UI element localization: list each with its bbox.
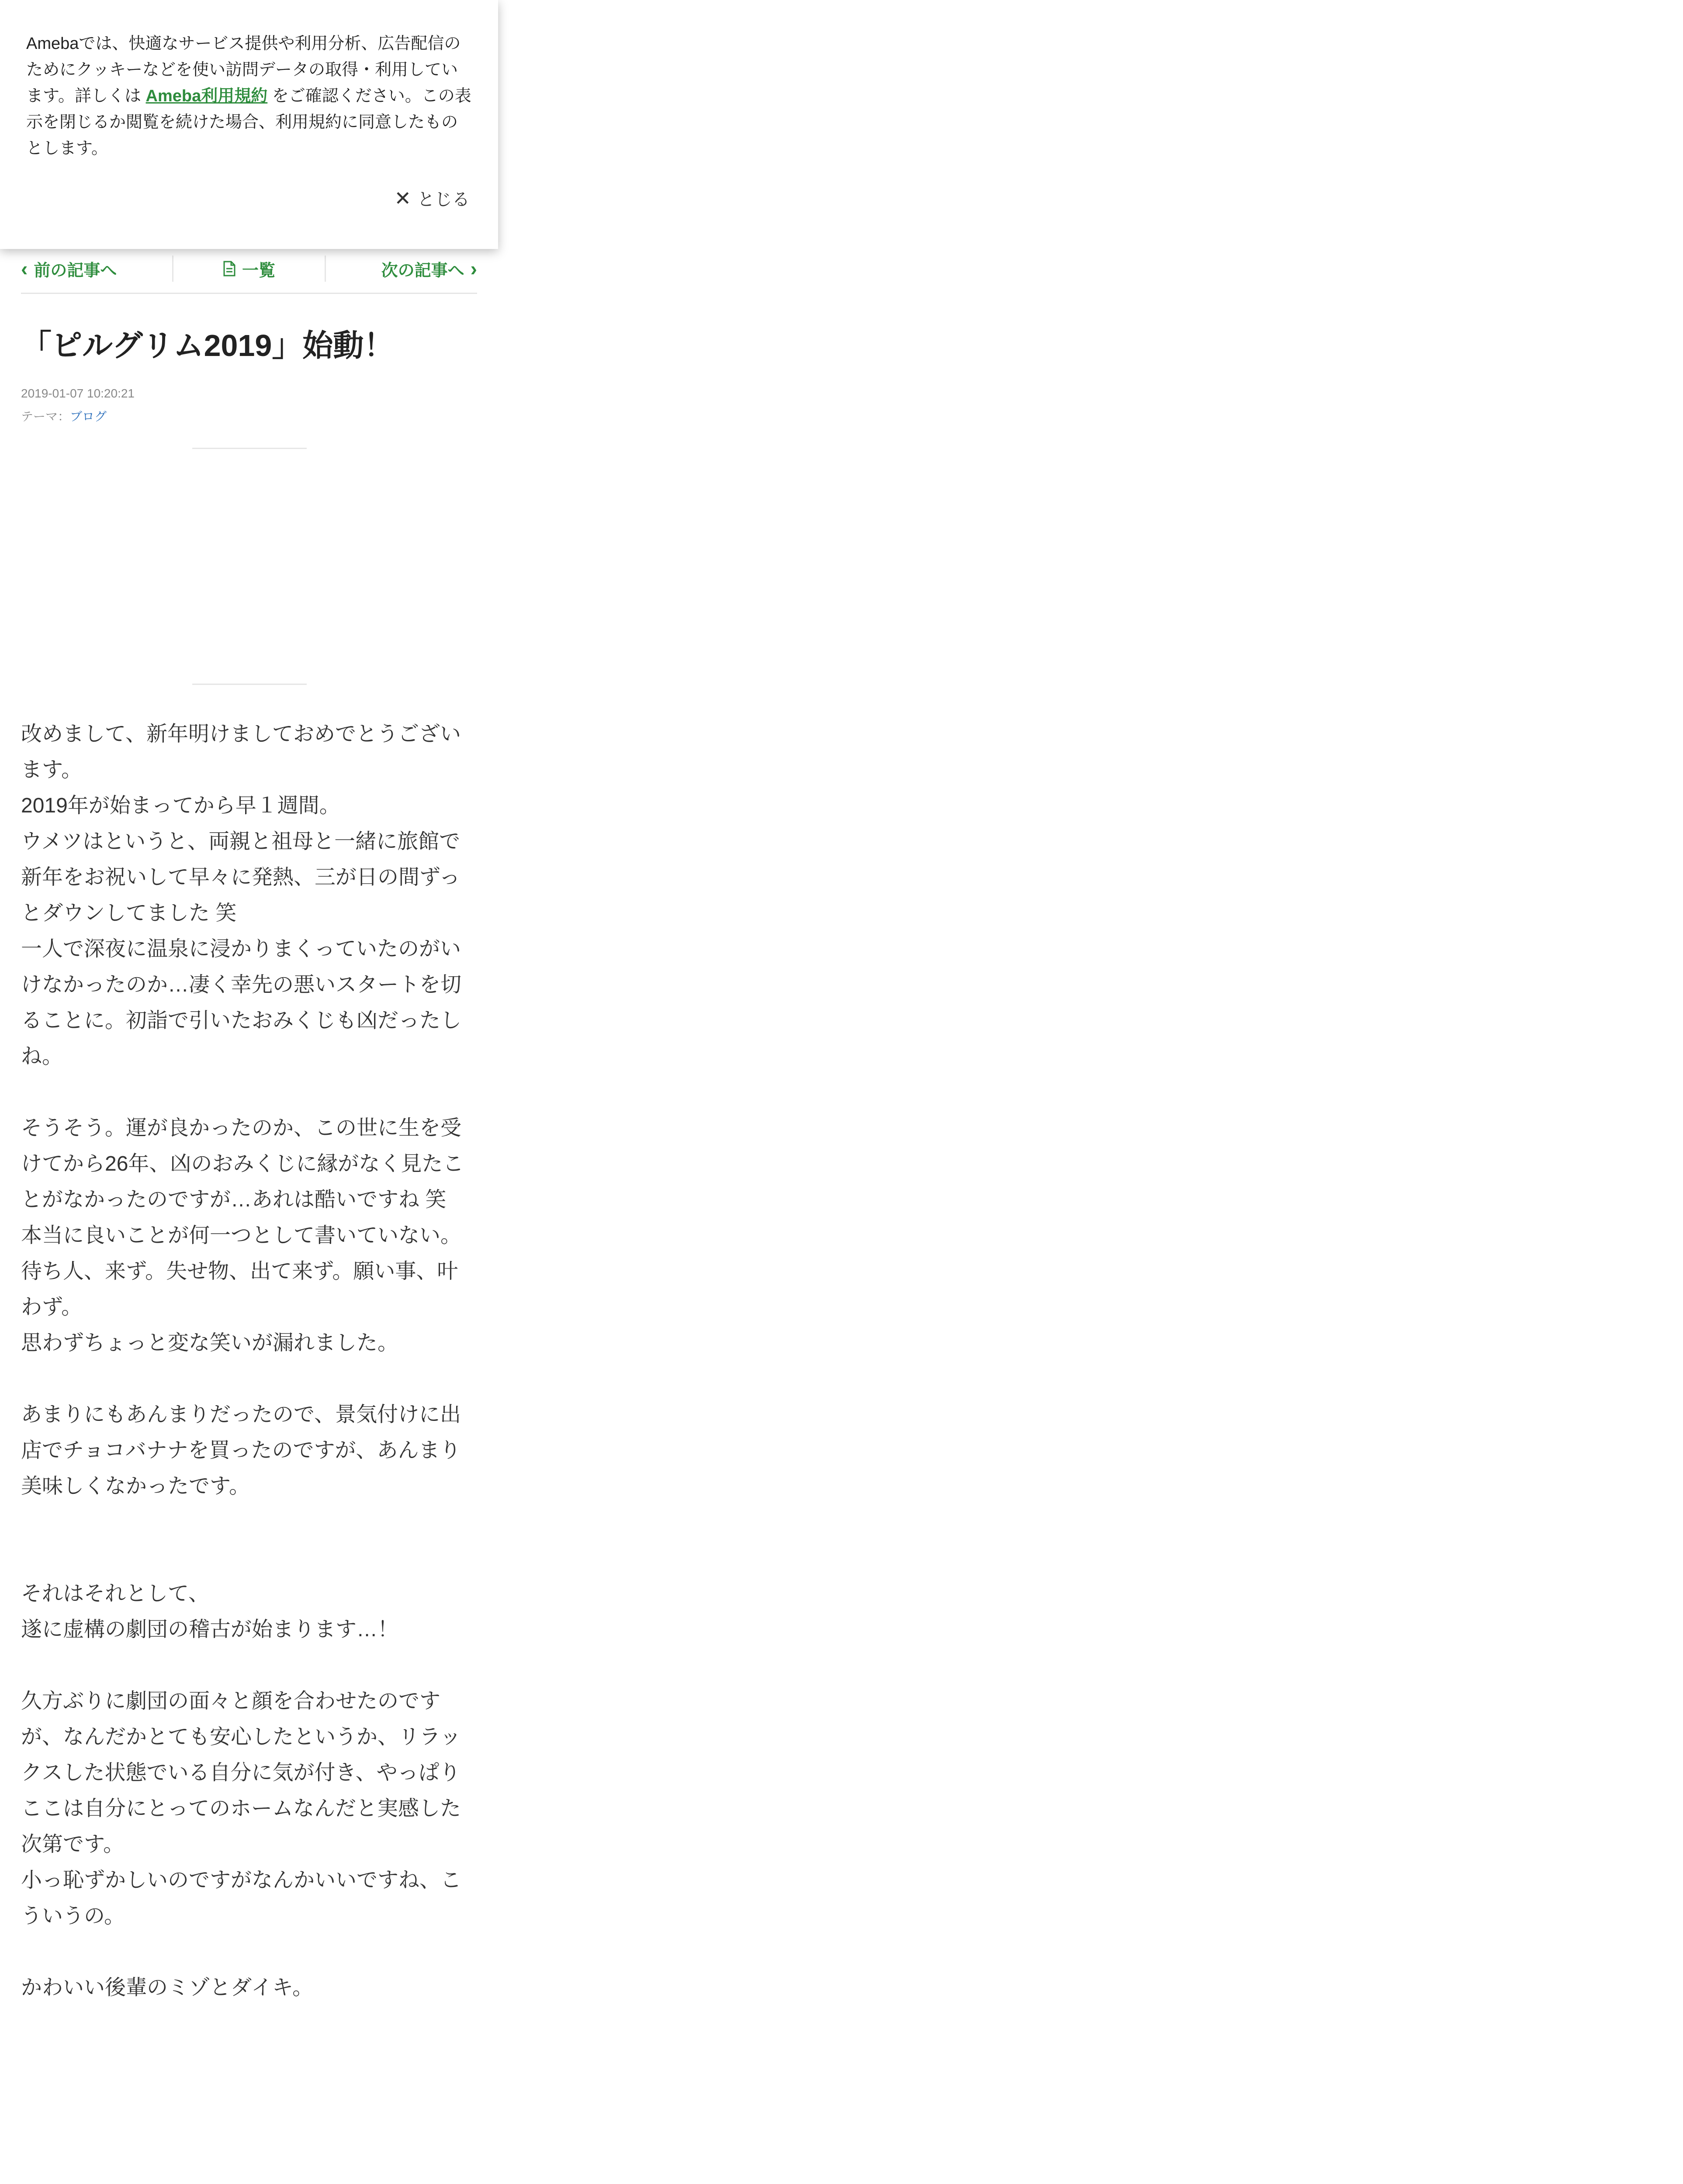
ad-divider-top — [192, 448, 307, 449]
article-navigation — [21, 245, 477, 294]
ad-divider-bottom — [192, 684, 307, 685]
article-body-paragraph-1: 改めまして、新年明けましておめでとうございます。 2019年が始まってから早１週間。 ウメツはというと、両親と祖母と一緒に旅館で新年をお祝いして早々に発熱、三が日の間ずっとダウンしてました 笑 一人で深夜に温泉に浸かりまくっていたのがいけなかったのか…凄く幸先の悪いスタートを切ることに。初詣で引いたおみくじも凶だったしね。 そうそう。運が良かったのか、この世に生を受けてから26年、凶のおみくじに縁がなく見たことがなかったのですが…あれは酷いですね 笑 本当に良いことが何一つとして書いていない。待ち人、来ず。失せ物、出て来ず。願い事、叶わず。 思わずちょっと変な笑いが漏れました。 あまりにもあんまりだったので、景気付けに出店でチョコバナナを買ったのですが、あんまり美味しくなかったです。 それはそれとして、 遂に虚構の劇団の稽古が始まります…！ 久方ぶりに劇団の面々と顔を合わせたのですが、なんだかとても安心したというか、リラックスした状態でいる自分に気が付き、やっぱりここは自分にとってのホームなんだと実感した次第です。 小っ恥ずかしいのですがなんかいいですね、こういうの。 かわいい後輩のミゾとダイキ。 — [21, 722, 464, 1999]
prev-article-label: 前の記事へ — [34, 261, 117, 280]
cookie-close-button[interactable] — [394, 186, 470, 211]
cookie-consent-text — [26, 31, 472, 162]
document-icon — [223, 261, 236, 276]
cookie-text-after: をご確認ください。この表示を閉じるか閲覧を続けた場合、利用規約に同意したものとします。 — [26, 87, 471, 158]
close-icon: ✕ — [394, 187, 411, 210]
article-photo-1 — [21, 2018, 477, 2184]
terms-link[interactable]: Ameba利用規約 — [145, 87, 268, 105]
chevron-right-icon: › — [470, 257, 477, 280]
article-list-button[interactable] — [172, 256, 325, 282]
article-theme — [21, 407, 107, 425]
cookie-text-before: Amebaでは、快適なサービス提供や利用分析、広告配信のためにクッキーなどを使い訪問データの取得・利用しています。詳しくは — [26, 35, 461, 105]
article-date: 2019-01-07 10:20:21 — [21, 387, 135, 400]
article-list-label: 一覧 — [242, 261, 275, 280]
prev-article-button[interactable] — [21, 256, 172, 282]
theme-label: テーマ： — [21, 410, 70, 423]
theme-link[interactable]: ブログ — [70, 410, 107, 423]
cookie-consent-banner — [0, 0, 498, 249]
article-title: 「ピルグリム2019」始動！ — [21, 328, 395, 363]
chevron-left-icon: ‹ — [21, 257, 28, 280]
cookie-close-label: とじる — [417, 190, 470, 209]
next-article-button[interactable] — [325, 256, 477, 282]
next-article-label: 次の記事へ — [381, 261, 464, 280]
ad-area — [21, 452, 477, 679]
